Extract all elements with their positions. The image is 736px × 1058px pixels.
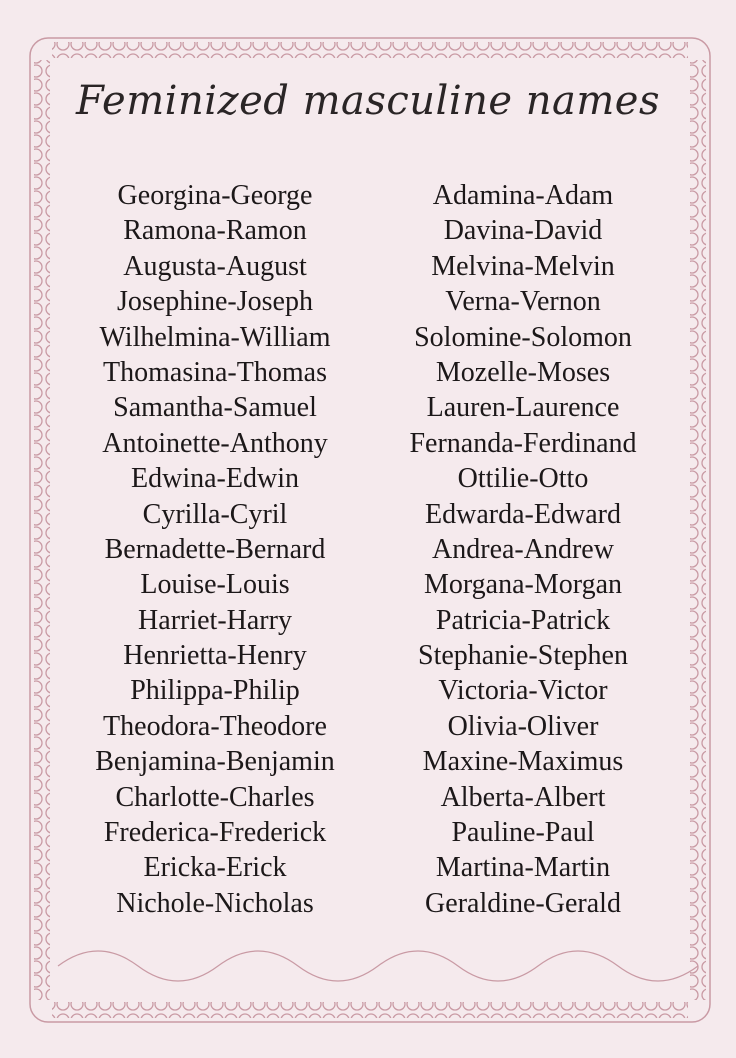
name-pair: Verna-Vernon — [445, 286, 601, 318]
name-pair: Alberta-Albert — [440, 781, 606, 813]
name-pair: Bernadette-Bernard — [104, 533, 326, 565]
name-pair: Edwarda-Edward — [425, 498, 621, 530]
name-pair: Ottilie-Otto — [457, 463, 589, 495]
name-pair: Wilhelmina-William — [99, 321, 331, 353]
name-pair: Philippa-Philip — [130, 675, 300, 707]
name-pair: Fernanda-Ferdinand — [409, 427, 637, 459]
name-pair: Melvina-Melvin — [431, 250, 615, 282]
name-pair: Mozelle-Moses — [435, 356, 611, 388]
right-name-column — [363, 178, 683, 921]
name-pair: Adamina-Adam — [432, 180, 614, 211]
name-pair: Nichole-Nicholas — [116, 887, 314, 919]
name-pair: Louise-Louis — [140, 569, 290, 601]
name-pair: Davina-David — [443, 215, 603, 247]
name-pair: Victoria-Victor — [438, 675, 608, 707]
name-pair: Geraldine-Gerald — [425, 887, 621, 919]
name-pair: Georgina-George — [117, 180, 313, 211]
name-pair: Olivia-Oliver — [447, 710, 599, 742]
name-pair: Benjamina-Benjamin — [95, 746, 335, 778]
name-pair: Martina-Martin — [435, 852, 611, 884]
name-pair: Patricia-Patrick — [435, 604, 611, 636]
page-title: Feminized masculine names — [75, 78, 661, 124]
name-pair: Antoinette-Anthony — [102, 427, 328, 459]
left-name-column — [55, 178, 375, 921]
name-pair: Ramona-Ramon — [123, 215, 307, 247]
name-pair: Pauline-Paul — [451, 817, 595, 849]
name-pair: Cyrilla-Cyril — [142, 498, 288, 530]
name-pair: Edwina-Edwin — [131, 463, 299, 495]
name-pair: Solomine-Solomon — [414, 321, 632, 353]
name-pair: Andrea-Andrew — [432, 533, 614, 565]
name-pair: Samantha-Samuel — [113, 392, 317, 424]
name-pair: Stephanie-Stephen — [418, 640, 628, 672]
name-pair: Josephine-Joseph — [117, 286, 313, 318]
name-pair: Morgana-Morgan — [423, 569, 623, 601]
name-pair: Frederica-Frederick — [103, 817, 327, 849]
name-pair: Harriet-Harry — [138, 604, 292, 636]
name-pair: Ericka-Erick — [143, 852, 287, 884]
name-pair: Thomasina-Thomas — [103, 356, 327, 388]
name-pair: Augusta-August — [123, 250, 307, 282]
name-pair: Maxine-Maximus — [422, 746, 624, 778]
name-pair: Charlotte-Charles — [115, 781, 315, 813]
name-pair: Henrietta-Henry — [123, 640, 307, 672]
name-pair: Lauren-Laurence — [426, 392, 620, 424]
name-pair: Theodora-Theodore — [103, 710, 327, 742]
